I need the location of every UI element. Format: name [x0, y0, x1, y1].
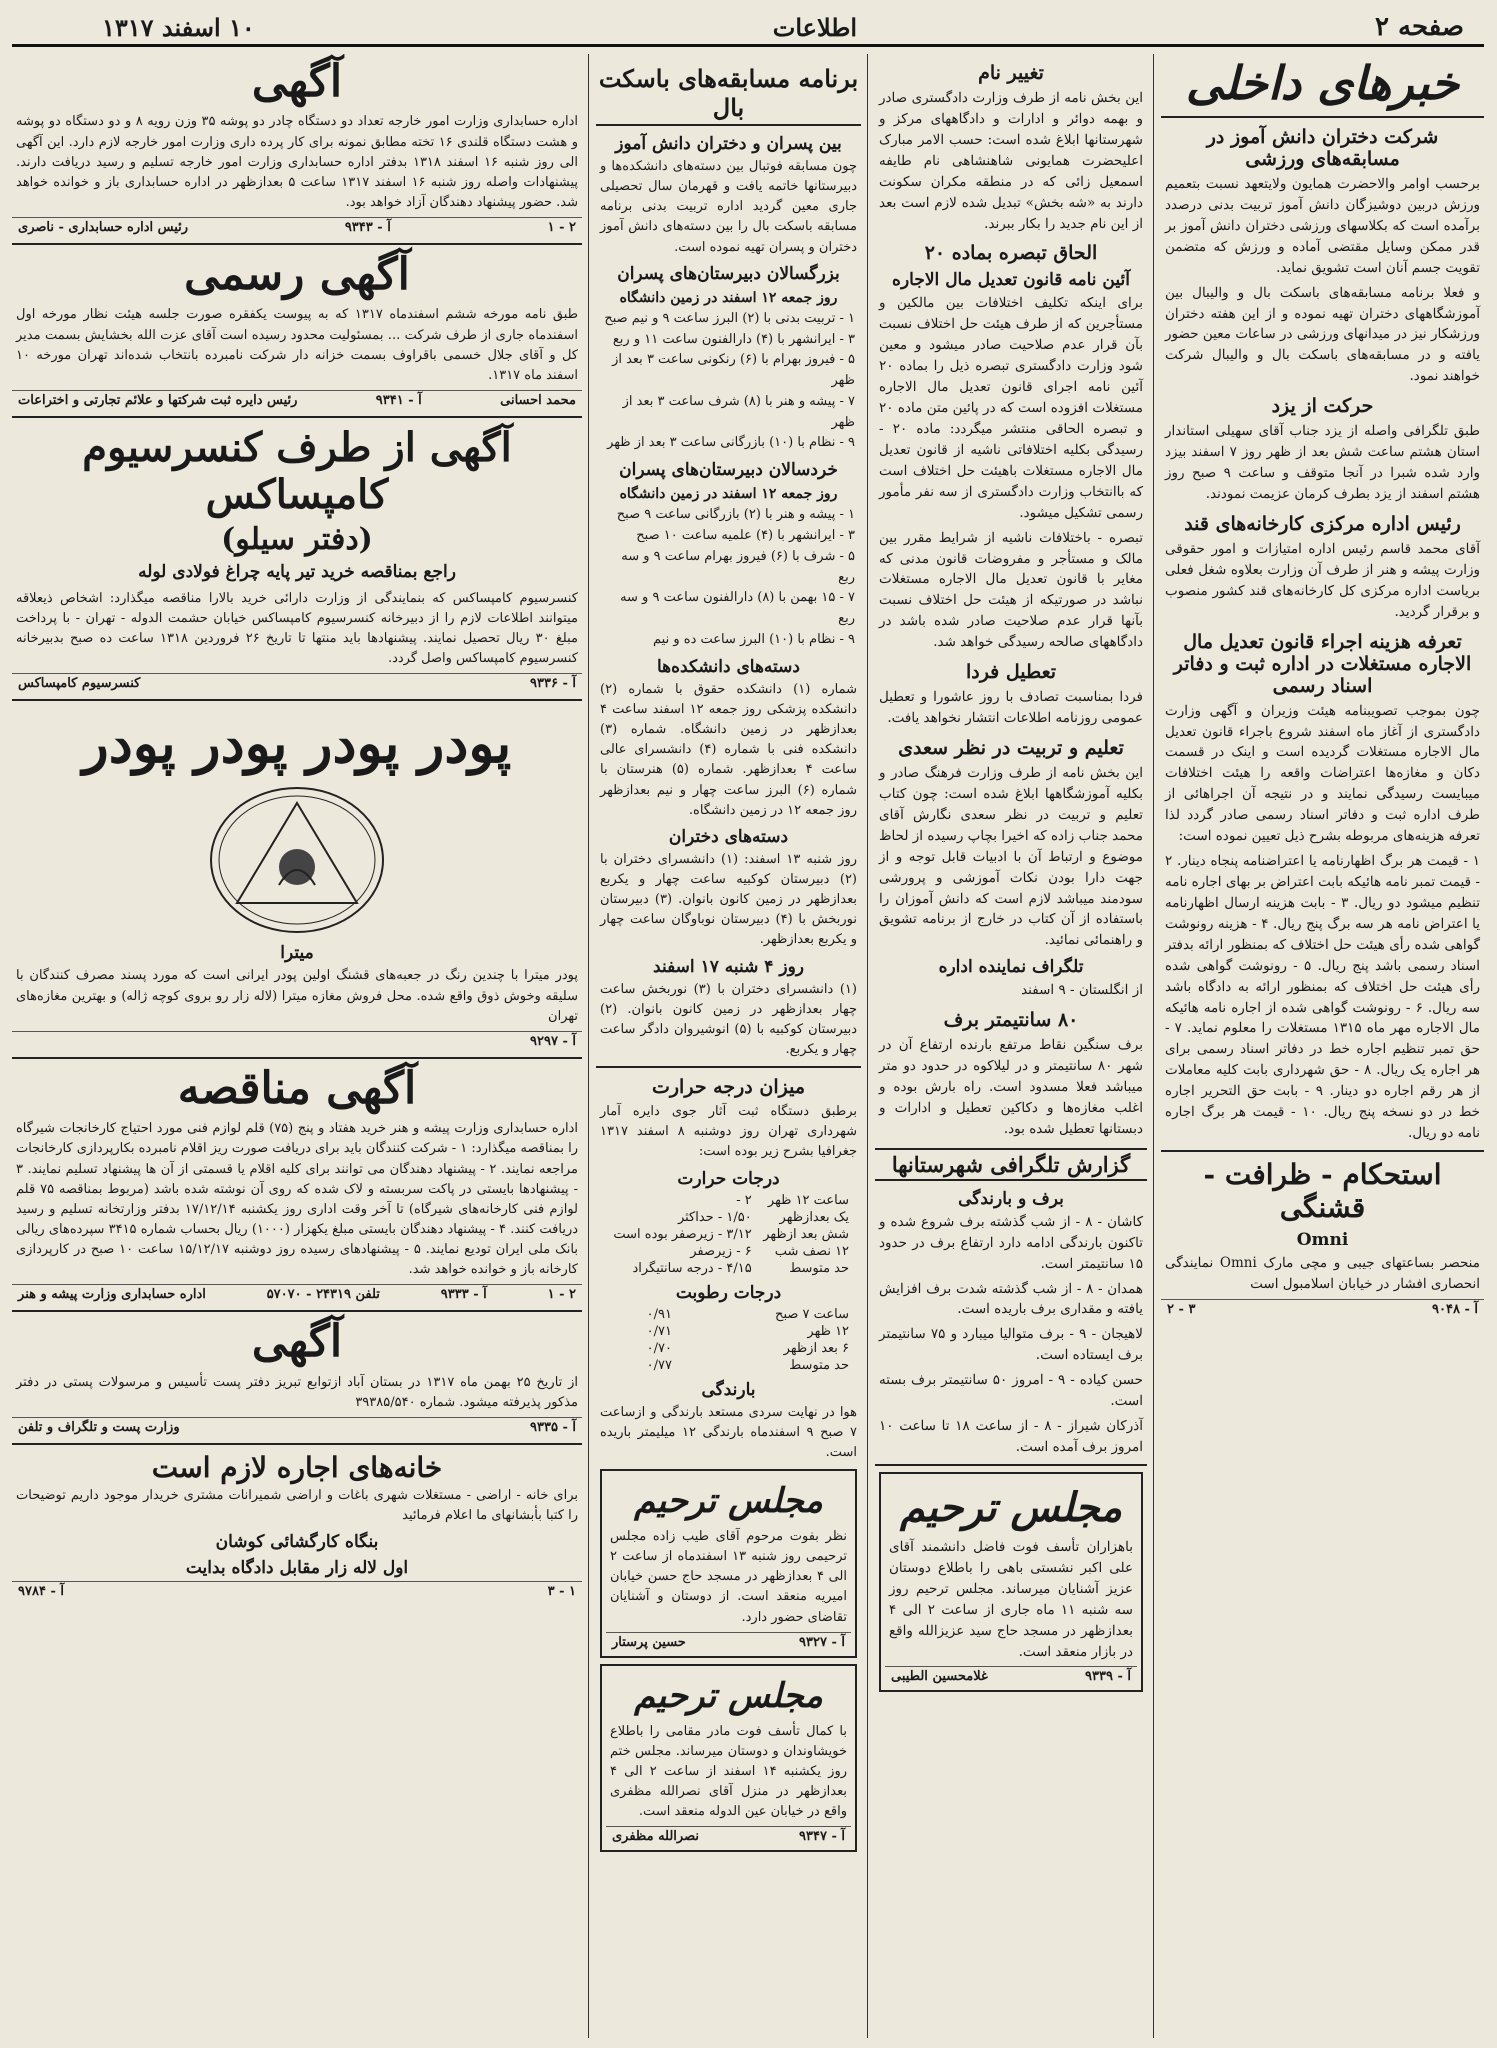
news-subheading: آئین نامه قانون تعدیل مال الاجاره: [892, 270, 1130, 291]
ad-signature: [1161, 1299, 1484, 1319]
ad-ref: آ - ۹۲۹۷: [530, 1033, 576, 1049]
powder-word: پودر: [306, 711, 400, 776]
schedule-item: ۹ - نظام با (۱۰) البرز ساعت ده و نیم: [653, 632, 855, 648]
powder-headline: [12, 711, 582, 775]
table-row: [604, 1340, 853, 1357]
table-cell: ۴/۱۵ - درجه سانتیگراد: [632, 1260, 752, 1276]
news-text: این بخش نامه از طرف وزارت دادگستری صادر و بهمه دوائر و ادارات و دادگاههای مرکز و شهرستانها ابلاغ شده است: حسب الامر مبارک اعلیحضرت همایونی شاهنشاهی نام طایفه اسمعیل زائی که در منطقه مکران سکونت دارند به «شه بخش» تبدیل شده لازم است بعد از این نام جدید را بکار ببرند.: [879, 90, 1143, 232]
ad-signature: [12, 1581, 582, 1601]
ad-text: از تاریخ ۲۵ بهمن ماه ۱۳۱۷ در بستان آباد ازتوابع تبریز دفتر پست تأسیس و مرسولات پستی در دفتر مذکور پذیرفته میشود. شماره ۳۹۳۸۵/۵۴۰: [16, 1374, 579, 1410]
newspaper-page: [12, 10, 1484, 2038]
basketball-column: [596, 54, 861, 2038]
ad-title: آگهی از طرف کنسرسیوم کامپساکس: [82, 424, 512, 519]
news-text: فردا بمناسبت تصادف با روز عاشورا و تعطیل عمومی روزنامه اطلاعات انتشار نخواهد یافت.: [879, 689, 1143, 727]
issue-date: ۱۰ اسفند ۱۳۱۷: [102, 12, 255, 42]
schedule-item: ۵ - فیروز بهرام با (۶) رنکونی ساعت ۳ بعد از ظهر: [612, 352, 855, 389]
table-cell: حد متوسط: [789, 1357, 850, 1373]
memorial-sign: نصرالله مظفری: [612, 1829, 699, 1845]
schedule-item: ۹ - نظام با (۱۰) بازرگانی ساعت ۳ بعد از ظهر: [607, 435, 855, 451]
news-subheading: تلگراف نماینده اداره: [938, 957, 1084, 978]
divider: [12, 1310, 582, 1312]
table-row: [604, 1357, 853, 1374]
memorial-text: با کمال تأسف فوت مادر مقامی را باطلاع خویشاوندان و دوستان میرساند. مجلس ختم روز یکشنبه ۱۴ اسفند از ساعت ۲ الی ۴ بعدازظهر در منزل آقای نصرالله مظفری واقع در خیابان عین الدوله منعقد است.: [610, 1723, 847, 1820]
humidity-table: [604, 1306, 853, 1374]
memorial-signature: [606, 1826, 851, 1846]
ad-ref: آ - ۹۳۳۶: [530, 676, 576, 692]
ad-title: آگهی مناقصه: [177, 1062, 417, 1114]
domestic-news-column: [1161, 54, 1484, 2038]
ad-title: آگهی: [251, 56, 343, 107]
memorial-signature: [885, 1666, 1137, 1686]
report-subtitle: برف و بارندگی: [958, 1188, 1064, 1209]
subsection: دسته‌های دختران: [668, 826, 789, 847]
news-text: شماره (۱) دانشکده حقوق با شماره (۲) دانشکده پزشکی روز جمعه ۱۲ اسفند ساعت ۴ بعدازظهر در زمین دانشگاه. شماره (۳) دانشکده فنی با شماره (۴) دانشسرای عالی ساعت ۴ بعدازظهر. شماره (۵) هنرستان با شماره (۶) البرز ساعت چهار و نیم بعدازظهر روز جمعه ۱۲ در زمین دانشگاه.: [600, 681, 857, 818]
ad-ref: ۱ - ۳: [547, 1584, 576, 1600]
ad-signature: [12, 217, 582, 237]
temperature-title: میزان درجه حرارت: [652, 1076, 805, 1099]
divider: [596, 1066, 861, 1068]
ad-company: بنگاه کارگشائی کوشان: [215, 1532, 379, 1553]
divider: [1161, 1150, 1484, 1152]
omni-brand: Omni: [1296, 1229, 1349, 1250]
news-text: روز شنبه ۱۳ اسفند: (۱) دانشسرای دختران با (۲) دبیرستان کوکبیه ساعت چهار و یکربع بعدازظهر در زمین کانون بانوان. (۳) دبیرستان نوربخش با (۴) دبیرستان نوباوگان ساعت چهار و یکربع بعدازظهر.: [600, 851, 858, 948]
table-cell: ساعت ۷ صبح: [775, 1306, 850, 1322]
ad-signature: [12, 1417, 582, 1437]
news-heading: ۸۰ سانتیمتر برف: [943, 1009, 1079, 1032]
ad-text: برای خانه - اراضی - مستغلات شهری باغات و اراضی شمیرانات مشتری خریدار موجود داریم توضیحات را کتبا بأبشانهای ما اعلام فرمائید: [16, 1488, 578, 1524]
memorial-notice: [600, 1664, 857, 1853]
city-report: حسن کیاده - ۹ - امروز ۵۰ سانتیمتر برف بسته است.: [879, 1372, 1143, 1410]
schedule-list: [602, 309, 855, 455]
table-cell: ۲ -: [736, 1192, 752, 1208]
subsection: بین پسران و دختران دانش آموز: [615, 134, 842, 154]
table-cell: ۶ بعد ازظهر: [783, 1340, 850, 1356]
humidity-subtitle: درجات رطوبت: [675, 1282, 782, 1303]
news-heading: تعرفه هزینه اجراء قانون تعدیل مال الاجاره مستغلات در اداره ثبت و دفاتر اسناد رسمی: [1173, 630, 1472, 697]
table-row: [604, 1306, 853, 1323]
memorial-ref: آ - ۹۳۲۷: [799, 1634, 845, 1650]
divider: [12, 1057, 582, 1059]
subsection: خردسالان دبیرستان‌های پسران: [619, 460, 838, 481]
city-report: کاشان - ۸ - از شب گذشته برف شروع شده و تاکنون بارندگی ادامه دارد ارتفاع برف در حدود ۱۵ سانتیمتر است.: [879, 1213, 1144, 1272]
table-cell: ۰/۷۷: [646, 1357, 672, 1373]
memorial-notice: [879, 1472, 1143, 1693]
ad-subtitle: (دفتر سیلو): [221, 522, 373, 558]
divider: [12, 416, 582, 418]
temperature-intro: برطبق دستگاه ثبت آثار جوی دایره آمار شهرداری تهران روز دوشنبه ۸ اسفند ۱۳۱۷ جغرافیا بشرح زیر بوده است:: [600, 1104, 858, 1160]
table-row: [604, 1226, 853, 1243]
powder-brand: میترا: [280, 943, 314, 964]
powder-word: پودر: [82, 711, 176, 776]
rain-subtitle: بارندگی: [701, 1379, 756, 1400]
table-row: [604, 1260, 853, 1277]
ads-column: [12, 54, 582, 2038]
schedule-item: ۷ - پیشه و هنر با (۸) شرف ساعت ۳ بعد از ظهر: [622, 393, 855, 430]
table-cell: شش بعد ازظهر: [763, 1226, 850, 1242]
memorial-signature: [606, 1632, 851, 1652]
table-cell: یک بعدازظهر: [779, 1209, 850, 1225]
ad-sign-right: کنسرسیوم کامپساکس: [18, 676, 141, 692]
subsection: روز ۴ شنبه ۱۷ اسفند: [653, 956, 804, 977]
table-cell: ۰/۹۱: [646, 1306, 672, 1322]
table-cell: ۳/۱۲ - زیرصفر بوده است: [613, 1226, 752, 1242]
news-heading: حرکت از یزد: [1271, 395, 1374, 418]
schedule-item: ۱ - پیشه و هنر با (۲) بازرگانی ساعت ۹ صبح: [616, 507, 855, 523]
ad-text: اداره حسابداری وزارت پیشه و هنر خرید هفتاد و پنج (۷۵) قلم لوازم فنی مورد احتیاج کارخانجات شیرگاه را بمناقصه میگذارد: ۱ - شرکت کنندگان باید برای دریافت صورت ریز اقلام نامبرده بکارپردازی کارخانجات مراجعه نمایند. ۲ - پیشنهاد دهندگان می توانند برای کلیه اقلام یا قسمتی از آن ها پیشنهاد تسلیم نمایند. ۳ - پیشنهادها بایستی در پاکت سربسته و لاک شده که روی آن نوشته شده باشد (مربوط بمناقصه ۷۵ قلم لوازم فنی کارخانه‌های شیرگاه) تا آخر وقت اداری روز یکشنبه ۱۷/۱۲/۱۴ بدفتر وزارتخانه تسلیم و رسید دریافت کنند. ۴ - پیشنهاد دهندگان بایستی مبلغ یکهزار (۱۰۰۰) ریال بحساب شماره ۳۴۱۵ سپرده‌های ریالی بانک ملی ایران تودیع نمایند. ۵ - پیشنهادهای رسیده روز دوشنبه ۱۵/۱۲/۱۷ ساعت ۱۰ صبح در کارپردازی کارخانه باز و خوانده خواهد شد.: [15, 1121, 579, 1278]
ad-title: آگهی: [251, 1316, 343, 1368]
section-title: برنامه مسابقه‌های باسکت بال: [596, 62, 861, 126]
news-heading: شرکت دختران دانش آموز در مسابقه‌های ورزشی: [1206, 126, 1439, 170]
schedule-item: ۵ - شرف با (۶) فیروز بهرام ساعت ۹ و سه ربع: [621, 548, 855, 585]
rain-text: هوا در نهایت سردی مستعد بارندگی و ازساعت ۷ صبح ۹ اسفندماه بارندگی ۱۲ میلیمتر باریده است.: [600, 1404, 857, 1460]
schedule-item: ۳ - ایرانشهر با (۴) دارالفنون ساعت ۱۱ و ربع: [612, 331, 855, 347]
ad-box-title: راجع بمناقصه خرید تیر پایه چراغ فولادی لوله: [138, 562, 456, 583]
report-title: گزارش تلگرافی شهرستانها: [875, 1148, 1147, 1181]
temperature-subtitle: درجات حرارت: [677, 1168, 780, 1189]
memorial-notice: [600, 1469, 857, 1658]
ad-sign-left: ۲ - ۱: [547, 220, 576, 236]
column-rule: [867, 54, 868, 2038]
schedule-list: [602, 505, 855, 651]
temperature-table: [604, 1192, 853, 1277]
divider: [12, 243, 582, 245]
ad-text: کنسرسیوم کامپساکس که بنمایندگی از وزارت دارائی خرید بالارا مناقصه میگذارد: اشخاص ذیعلاقه میتوانند اطلاعات لازم را از دبیرخانه کنسرسیوم کامپساکس خیابان حشمت الدوله - تهران - با پرداخت مبلغ ۳۰ ریال تحصیل نمایند. پیشنهادها باید منتها تا تاریخ ۲۶ فروردین ۱۳۱۸ ساعت ده صبح بدبیرخانه کنسرسیوم کامپساکس واصل گردد.: [16, 590, 578, 667]
memorial-sign: حسین پرستار: [612, 1634, 686, 1650]
news-text: این بخش نامه از طرف وزارت فرهنگ صادر و بکلیه آموزشگاهها ابلاغ شده است: چون کتاب تعلیم و تربیت در نظر سعدی نگارش آقای محمد جناب زاده که اخیرا بچاپ رسیده از لحاظ موضوع و ارتباط آن با ادبیات قابل توجه و از جهت دارا بودن نکات آموزشی و پرورشی سودمند میباشد لازم است که دانش آموزان را باستفاده از آن کتاب در خارج از برنامه تشویق و راهنمائی نمائید.: [879, 764, 1143, 949]
ad-sign-left: محمد احسانی: [500, 393, 576, 409]
ad-title: خانه‌های اجاره لازم است: [151, 1451, 443, 1485]
table-row: [604, 1323, 853, 1340]
news-heading: تعلیم و تربیت در نظر سعدی: [898, 736, 1124, 759]
memorial-sign: غلامحسین الطیبی: [891, 1669, 988, 1685]
table-cell: ۰/۷۱: [646, 1323, 672, 1339]
omni-ad-title: استحکام - ظرافت - قشنگی: [1203, 1157, 1442, 1224]
schedule-item: ۷ - ۱۵ بهمن با (۸) دارالفنون ساعت ۹ و سه ربع: [620, 590, 855, 627]
memorial-text: باهزاران تأسف فوت فاضل دانشمند آقای علی اکبر نشستی باهی را باطلاع دوستان عزیز آشنایان میرساند. مجلس ترحیم روز سه شنبه ۱۱ ماه جاری از ساعت ۲ الی ۴ بعدازظهر در مسجد حاج سید عزیزالله واقع در بازار منعقد است.: [889, 1538, 1133, 1660]
memorial-title: مجلس ترحیم: [899, 1483, 1123, 1531]
powder-word: پودر: [194, 711, 288, 776]
news-text: برای اینکه تکلیف اختلافات بین مالکین و مستأجرین که از طرف هیئت حل اختلاف نسبت بآن قرار عدم صلاحیت صادر میشود و معین شود وزارت دادگستری تبصره ذیل را بماده ۲۰ آئین نامه اجرای قانون تعدیل مال الاجاره مستغلات افزوده است که در پائین متن ماده ۲۰ و تبصره الحاقی منتشر میگردد: ماده ۲۰ - رسیدگی بکلیه اختلافاتی ناشیه از قانون تعدیل مال الاجاره مستغلات باهیئت حل اختلاف است که باانتخاب وزارت دادگستری از سه نفر مأمور رسمی تشکیل میشود.: [879, 295, 1143, 521]
news-heading: تغییر نام: [978, 62, 1044, 84]
schedule-item: ۳ - ایرانشهر با (۴) علمیه ساعت ۱۰ صبح: [636, 528, 855, 544]
mitra-emblem-icon: [207, 785, 387, 935]
subsection: دسته‌های دانشکده‌ها: [657, 656, 800, 677]
news-text: چون بموجب تصویبنامه هیئت وزیران و آگهی وزارت دادگستری از آغاز ماه اسفند شروع باجراء قانون تعدیل مال الاجاره مستغلات گردیده است و اینک در قسمت دکان و مغازه‌ها اعتراضات واقعه را هیئت اختلافات میبایست رسیدگی نمایند و در نتیجه آن اجراهائی از طرف اداره ثبت و دفاتر اسناد رسمی صادر گردد لذا تعرفه هزینه‌های مربوطه بشرح ذیل تعیین نموده است:: [1165, 702, 1480, 845]
ad-ref: آ - ۹۳۳۵: [530, 1420, 576, 1436]
ad-ref: آ - ۹۷۸۴: [18, 1584, 64, 1600]
ad-sign-right: وزارت پست و تلگراف و تلفن: [18, 1420, 180, 1436]
memorial-title: مجلس ترحیم: [634, 1675, 823, 1716]
ad-sign-right: تلفن ۲۴۳۱۹ - ۵۷۰۷۰: [266, 1287, 380, 1303]
table-cell: ساعت ۱۲ ظهر: [767, 1192, 850, 1208]
ad-sign-left: اداره حسابداری وزارت پیشه و هنر: [18, 1287, 206, 1303]
divider: [1161, 116, 1484, 118]
memorial-ref: آ - ۹۳۴۷: [799, 1829, 845, 1845]
subsection-date: روز جمعه ۱۲ اسفند در زمین دانشگاه: [619, 486, 838, 503]
subsection: بزرگسالان دبیرستان‌های پسران: [617, 263, 840, 284]
news-text: برف سنگین نقاط مرتفع بارنده ارتفاع آن در شهر ۸۰ سانتیمتر و در لیلاکوه در حدود دو متر میباشد فعلا مسدود است. راه بارش بوده و اغلب مغازه‌ها و دکاکین تعطیل و ادارات و دبستانها تعطیل شده بود.: [879, 1037, 1143, 1137]
ad-sign-right: رئیس اداره حسابداری - ناصری: [18, 220, 189, 236]
news-column-2: [875, 54, 1147, 2038]
news-text: و فعلا برنامه مسابقه‌های باسکت بال و والیبال بین آموزشگاههای دختران تهیه نموده و از این هفته دختران ورزشکار نیز در میدانهای ورزشی در ساعات معین حضور یافته و در مسابقه‌های باسکت بال و والیبال شرکت خواهند نمود.: [1165, 284, 1480, 385]
divider: [875, 1464, 1147, 1466]
ad-address: اول لاله زار مقابل دادگاه بدایت: [185, 1558, 409, 1579]
divider: [12, 1443, 582, 1445]
ad-signature: [12, 1031, 582, 1051]
news-heading: رئیس اداره مرکزی کارخانه‌های قند: [1184, 512, 1461, 535]
news-text: طبق تلگرافی واصله از یزد جناب آقای سهیلی استاندار استان هشتم ساعت شش بعد از ظهر روز ۷ اسفند بیزد وارد شده شبرا در آنجا متوقف و ساعت ۹ صبح روز هشتم اسفند از یزد بطرف کرمان عزیمت نمودند.: [1165, 423, 1480, 502]
news-text: (۱) دانشسرای دختران با (۳) نوربخش ساعت چهار بعدازظهر در زمین کانون بانوان. (۲) دبیرستان کوکبیه با (۵) انوشیروان دادگر ساعت چهار و یکربع.: [600, 981, 857, 1057]
schedule-item: ۱ - تربیت بدنی با (۲) البرز ساعت ۹ و نیم صبح: [604, 310, 855, 326]
city-report: همدان - ۸ - از شب گذشته شدت برف افزایش یافته و مقداری برف باریده است.: [879, 1280, 1143, 1318]
subsection-date: روز جمعه ۱۲ اسفند در زمین دانشگاه: [619, 289, 838, 306]
news-text: آقای محمد قاسم رئیس اداره امتیازات و امور حقوقی وزارت پیشه و هنر از طرف آن وزارت بعلاوه شغل فعلی بریاست اداره مرکزی کل کارخانه‌های قند کشور منصوب و برقرار گردید.: [1165, 540, 1480, 620]
news-heading: الحاق تبصره بماده ۲۰: [924, 242, 1098, 265]
paper-name: اطلاعات: [772, 12, 858, 42]
ad-signature: [12, 390, 582, 410]
city-report: لاهیجان - ۹ - برف متوالیا میبارد و ۷۵ سانتیمتر برف ایستاده است.: [879, 1326, 1143, 1364]
ad-signature: [12, 1284, 582, 1304]
page-number: صفحه ۲: [1375, 12, 1464, 42]
table-cell: ۱/۵۰ - حداکثر: [677, 1209, 752, 1225]
table-row: [604, 1192, 853, 1209]
ad-ref: آ - ۹۳۳۳: [440, 1287, 487, 1303]
ad-text: طبق نامه مورخه ششم اسفندماه ۱۳۱۷ که به پیوست یکفقره صورت جلسه هیئت نظار مورخه اول اسفندماه جاری از طرف شرکت ... بمسئولیت محدود رسیده است آقای عزت الله بخشایش بسمت مدیر کل و آقای جلال خسمی باقراوف بسمت خزانه دار شرکت نامبرده بانتخاب شده‌اند تهران مورخه ۱۰ اسفند ماه ۱۳۱۷.: [16, 307, 579, 383]
table-cell: ۱۲ ظهر: [807, 1323, 850, 1339]
ad-text: اداره حسابداری وزارت امور خارجه تعداد دو دستگاه چادر دو پوشه ۳۵ وزن رویه ۸ و دو دستگاه دو پوشه و هشت دستگاه قلندی ۱۶ تخته مطابق نمونه برای کار پرده داری وزارت امور خارجه لازم دارد. این آگهی الی روز شنبه ۱۶ اسفند ۱۳۱۸ بدفتر اداره حسابداری وزارت امور خارجه تسلیم و رسید دریافت دارند. پیشنهادات واصله روز شنبه ۱۶ اسفند ۱۳۱۷ ساعت ۵ بعدازظهر در اداره حسابداری باز و خوانده خواهد شد. حضور پیشنهاد دهندگان آزاد خواهد بود.: [16, 114, 579, 210]
memorial-ref: آ - ۹۳۳۹: [1085, 1669, 1131, 1685]
powder-word: پودر: [418, 711, 512, 776]
table-cell: ۱۲ نصف شب: [774, 1243, 850, 1259]
table-cell: ۶ - زیرصفر: [690, 1243, 752, 1259]
ad-ref: آ - ۹۳۴۳: [344, 220, 391, 236]
ad-ref: ۳ - ۲: [1167, 1301, 1196, 1317]
table-row: [604, 1243, 853, 1260]
news-text: ۱ - قیمت هر برگ اظهارنامه یا اعتراضنامه پنجاه دینار. ۲ - قیمت تمبر نامه هائیکه بابت اعتراض بر بهای اجاره نامه تنظیم میشود دو ریال. ۳ - بابت هزینه ارسال اظهارنامه یا اعتراض نامه هر سه برگ پنج ریال. ۴ - هزینه رونوشت گواهی شده رأی هیئت حل اختلاف که بمنظور ارائه بدفتر اسناد رسمی باشد پنج ریال. ۵ - رونوشت گواهی شده رأی هیئت حل اختلاف که بمنظور ارائه به دادگاه باشد سه ریال. ۶ - رونوشت گواهی شده از اجاره نامه هائیکه مال الاجاره مهر ماه ۱۳۱۵ مستغلات را معلوم نماید. ۷ - حق تمبر تنظیم اجاره خط در دفاتر اسناد رسمی برای هر اجاره یک ریال. ۸ - حق شهرداری بابت کلیه معاملات از هر رقم اجاره دو دینار. ۹ - بابت حق التحریر اجاره خط در دو نسخه پنج ریال. ۱۰ - قیمت هر برگ اجاره نامه دو ریال.: [1165, 853, 1481, 1142]
table-row: [604, 1209, 853, 1226]
memorial-text: نظر بفوت مرحوم آقای طیب زاده مجلس ترحیمی روز شنبه ۱۳ اسفندماه از ساعت ۲ الی ۴ بعدازظهر در مسجد حاج حسن خیابان امیریه منعقد است. از دوستان و آشنایان تقاضای حضور دارد.: [610, 1528, 847, 1625]
memorial-title: مجلس ترحیم: [634, 1480, 823, 1521]
column-rule: [1153, 54, 1154, 2038]
news-heading: تعطیل فردا: [965, 661, 1057, 684]
section-title: خبرهای داخلی: [1185, 56, 1460, 110]
news-text: از انگلستان - ۹ اسفند: [1021, 982, 1143, 999]
ad-text: پودر میترا با چندین رنگ در جعبه‌های قشنگ اولین پودر ایرانی است که مورد پسند مصرف کنندگان با سلیقه وخوش ذوق واقع شده. محل فروش مغازه میترا (لاله زار رو بروی کوچه ژاله) و بهترین مغازه‌های تهران: [16, 968, 578, 1024]
divider: [12, 699, 582, 701]
column-rule: [588, 54, 589, 2038]
ad-ref: ۲ - ۱: [547, 1287, 576, 1303]
ad-sign-right: رئیس دایره ثبت شرکتها و علائم تجارتی و اختراعات: [18, 393, 298, 409]
table-cell: ۰/۷۰: [646, 1340, 672, 1356]
masthead: [12, 10, 1484, 47]
ad-signature: [12, 673, 582, 693]
ad-ref: آ - ۹۳۴۱: [375, 393, 422, 409]
ad-ref: آ - ۹۰۴۸: [1432, 1301, 1478, 1317]
news-text: تبصره - باختلافات ناشیه از شرایط مقرر بین مالک و مستأجر و مفروضات قانون مدنی که مغایر با قانون تعدیل مال الاجاره مستغلات نباشد در صورتیکه از هیئت حل اختلاف نسبت بآنها قرار عدم صلاحیت صادر شده باشد در دادگاههای صالحه رسیدگی خواهد شد.: [879, 529, 1143, 651]
city-report: آذرکان شیراز - ۸ - از ساعت ۱۸ تا ساعت ۱۰ امروز برف آمده است.: [879, 1418, 1144, 1456]
news-text: چون مسابقه فوتبال بین دسته‌های دانشکده‌ها و دبیرستانها خاتمه یافت و قهرمان سال تحصیلی جاری معین گردید اداره تربیت بدنی برنامه مسابقه باسکت بال را بین دسته‌های دانش آموز دختران و پسران تهیه نموده است.: [600, 159, 857, 255]
table-cell: حد متوسط: [789, 1260, 850, 1276]
news-text: برحسب اوامر والاحضرت همایون ولایتعهد نسبت بتعمیم ورزش دربین دوشیزگان دانش آموز تربیت بدنی درصدد برآمده است که بکلاسهای ورزشی دختران دانش آموز بر قدر ممکن وسایل مقتضی آماده و ورزش که متضمن تقویت جسم آنان است تشویق نماید.: [1165, 176, 1480, 276]
omni-ad-text: منحصر بساعتهای جیبی و مچی مارک Omni نمایندگی انحصاری افشار در خیابان اسلامبول است: [1165, 1254, 1480, 1292]
ad-title: آگهی رسمی: [184, 249, 410, 301]
